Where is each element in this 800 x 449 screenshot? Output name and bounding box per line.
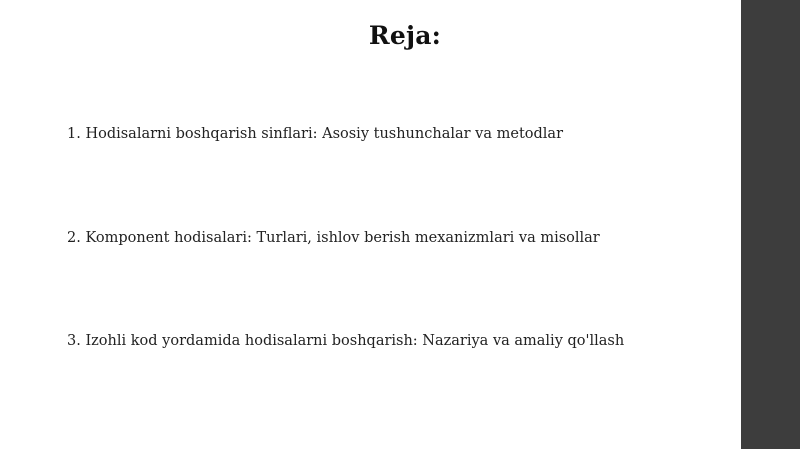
plan-item-2: 2. Komponent hodisalari: Turlari, ishlov berish mexanizmlari va misollar bbox=[67, 230, 600, 246]
slide-title: Reja: bbox=[368, 21, 442, 50]
plan-item-3: 3. Izohli kod yordamida hodisalarni boshqarish: Nazariya va amaliy qo'llash bbox=[67, 333, 625, 349]
plan-item-1: 1. Hodisalarni boshqarish sinflari: Asosiy tushunchalar va metodlar bbox=[67, 126, 563, 142]
right-side-panel bbox=[741, 0, 800, 449]
